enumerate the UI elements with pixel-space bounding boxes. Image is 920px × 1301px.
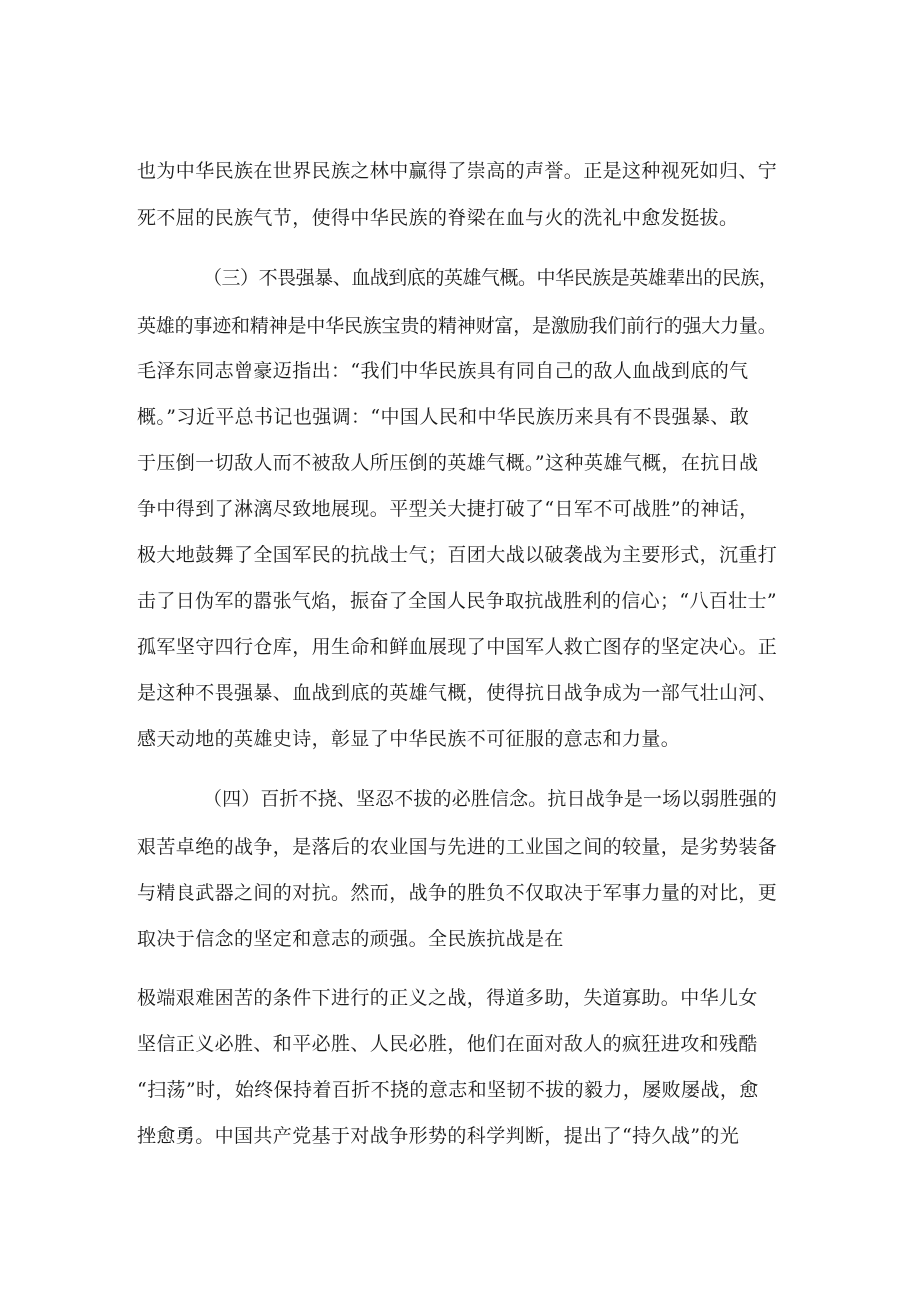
text-line: “扫荡”时，始终保持着百折不挠的意志和坚韧不拔的毅力，屡败屡战，愈 — [137, 1079, 759, 1101]
text-line: 死不屈的民族气节，使得中华民族的脊梁在血与火的洗礼中愈发挺拔。 — [137, 207, 739, 229]
text-line: 英雄的事迹和精神是中华民族宝贵的精神财富，是激励我们前行的强大力量。 — [137, 315, 777, 337]
text-line: 击了日伪军的嚣张气焰，振奋了全国人民争取抗战胜利的信心；“八百壮士” — [137, 590, 778, 612]
text-line: 取决于信念的坚定和意志的顽强。全民族抗战是在 — [137, 928, 564, 950]
text-line: 毛泽东同志曾豪迈指出：“我们中华民族具有同自己的敌人血战到底的气 — [137, 360, 749, 382]
text-line: 感天动地的英雄史诗，彰显了中华民族不可征服的意志和力量。 — [137, 728, 681, 750]
text-line: 也为中华民族在世界民族之林中赢得了崇高的声誉。正是这种视死如归、宁 — [137, 160, 778, 182]
text-line: 艰苦卓绝的战争，是落后的农业国与先进的工业国之间的较量，是劣势装备 — [137, 836, 778, 858]
text-line: 孤军坚守四行仓库，用生命和鲜血展现了中国军人救亡图存的坚定决心。正 — [137, 636, 778, 658]
text-line: 挫愈勇。中国共产党基于对战争形势的科学判断，提出了“持久战”的光 — [137, 1125, 740, 1147]
text-line: 极端艰难困苦的条件下进行的正义之战，得道多助，失道寡助。中华儿女 — [137, 987, 758, 1009]
paragraph-heading-4: （四）百折不挠、坚忍不拔的必胜信念。抗日战争是一场以弱胜强的 — [203, 788, 777, 810]
paragraph-heading-3: （三）不畏强暴、血战到底的英雄气概。中华民族是英雄辈出的民族， — [203, 267, 778, 289]
text-line: 极大地鼓舞了全国军民的抗战士气；百团大战以破袭战为主要形式，沉重打 — [137, 544, 778, 566]
text-line: 争中得到了淋漓尽致地展现。平型关大捷打破了“日军不可战胜”的神话， — [137, 498, 759, 520]
text-line: 于压倒一切敌人而不被敌人所压倒的英雄气概。”这种英雄气概，在抗日战 — [137, 452, 759, 474]
text-line: 坚信正义必胜、和平必胜、人民必胜，他们在面对敌人的疯狂进攻和残酷 — [137, 1033, 758, 1055]
text-line: 是这种不畏强暴、血战到底的英雄气概，使得抗日战争成为一部气壮山河、 — [137, 682, 778, 704]
text-line: 概。”习近平总书记也强调：“中国人民和中华民族历来具有不畏强暴、敢 — [137, 406, 750, 428]
text-line: 与精良武器之间的对抗。然而，战争的胜负不仅取决于军事力量的对比，更 — [137, 882, 778, 904]
